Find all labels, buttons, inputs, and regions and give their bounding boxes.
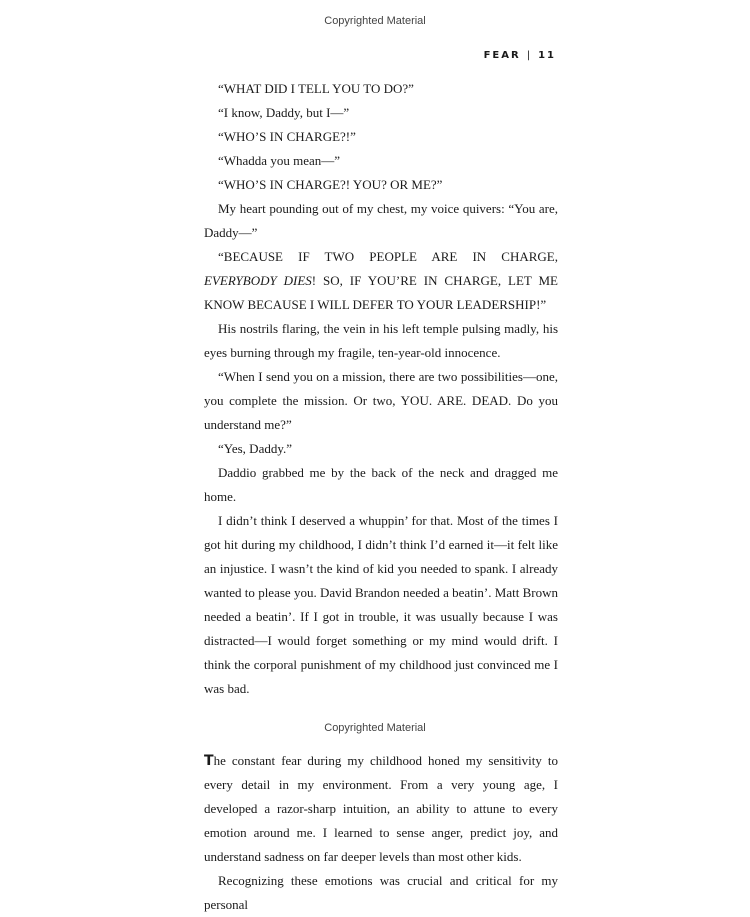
page-body [204,77,558,917]
paragraph: My heart pounding out of my chest, my voice quivers: “You are, Daddy—” [204,201,558,240]
paragraph: I didn’t think I deserved a whuppin’ for that. Most of the times I got hit during my childhood, I didn’t think I’d earned it—it felt like an injustice. I wasn’t the kind of kid you needed to spank. I already wanted to please you. David Brandon needed a beatin’. Matt Brown needed a beatin’. If I got in trouble, it was usually because I was distracted—I would forget something or my mind would drift. I think the corporal punishment of my childhood just convinced me I was bad. [204,513,558,696]
paragraph: “When I send you on a mission, there are two possibilities—one, you complete the mission. Or two, YOU. ARE. DEAD. Do you understand me?” [204,369,558,432]
paragraph [204,245,558,317]
copyright-banner-bottom: Copyrighted Material [324,722,426,734]
paragraph: “Yes, Daddy.” [218,441,293,456]
copyright-banner-top: Copyrighted Material [324,15,426,27]
header-separator: | [526,50,533,61]
paragraph: “Whadda you mean—” [218,153,341,168]
paragraph: “WHAT DID I TELL YOU TO DO?” [218,81,414,96]
section-opening-paragraph [204,749,558,869]
paragraph: “I know, Daddy, but I—” [218,105,350,120]
paragraph-text: “BECAUSE IF TWO PEOPLE ARE IN CHARGE, [218,249,558,264]
paragraph: Recognizing these emotions was crucial and critical for my personal [204,873,558,912]
paragraph: Daddio grabbed me by the back of the neck and dragged me home. [204,465,558,504]
drop-cap: T [204,753,214,769]
running-head [484,50,556,61]
paragraph: His nostrils flaring, the vein in his left temple pulsing madly, his eyes burning through my fragile, ten-year-old innocence. [204,321,558,360]
page-number: 11 [538,50,556,61]
italic-emphasis: EVERYBODY DIES [204,273,312,288]
section-title: FEAR [483,50,521,61]
paragraph: “WHO’S IN CHARGE?! YOU? OR ME?” [218,177,443,192]
paragraph: “WHO’S IN CHARGE?!” [218,129,356,144]
paragraph-text: he constant fear during my childhood honed my sensitivity to every detail in my environment. From a very young age, I developed a razor-sharp intuition, an ability to attune to every emotion around me. I learned to sense anger, predict joy, and understand sadness on far deeper levels than most other kids. [204,753,558,864]
paragraph-text: ! SO, IF YOU’RE IN CHARGE, LET ME KNOW BECAUSE I WILL DEFER TO YOUR LEADERSHIP!” [204,273,558,312]
